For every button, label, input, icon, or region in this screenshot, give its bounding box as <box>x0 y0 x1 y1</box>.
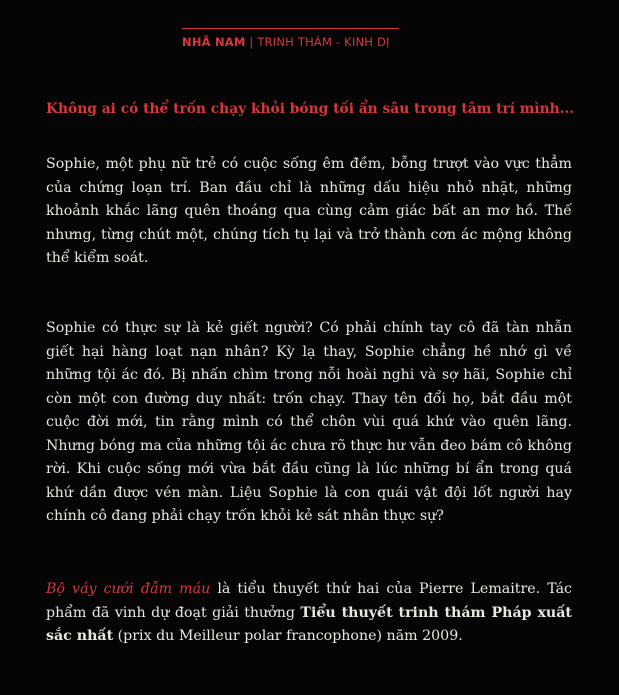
publisher-name: NHÃ NAM <box>182 35 246 49</box>
award-name: Tiểu thuyết trinh thám Pháp xuất sắc nhất <box>46 604 572 644</box>
header-separator: | <box>245 35 258 49</box>
tagline: Không ai có thể trốn chạy khỏi bóng tối ẩn sâu trong tâm trí mình... <box>46 101 575 117</box>
closing-text-1: là tiểu thuyết thứ hai của Pierre Lemaitre. Tác phẩm đã vinh dự đoạt giải thưởng <box>46 581 573 621</box>
closing-text-2: (prix du Meilleur polar francophone) năm 2009. <box>113 628 463 644</box>
book-title: Bộ váy cưới đẫm máu <box>46 581 211 597</box>
publisher-header <box>182 28 399 49</box>
closing-paragraph <box>46 578 572 649</box>
genre-label: TRINH THÁM - KINH DỊ <box>257 35 390 49</box>
synopsis-paragraph-1: Sophie, một phụ nữ trẻ có cuộc sống êm đềm, bỗng trượt vào vực thẳm của chứng loạn trí. Ban đầu chỉ là những dấu hiệu nhỏ nhặt, những khoảnh khắc lãng quên thoáng qua cùng cảm giác bất an mơ hồ. Thế nhưng, từng chút một, chúng tích tụ lại và trở thành cơn ác mộng không thể kiểm soát. <box>46 156 572 266</box>
synopsis-paragraph-2: Sophie có thực sự là kẻ giết người? Có phải chính tay cô đã tàn nhẫn giết hại hàng loạt nạn nhân? Kỳ lạ thay, Sophie chẳng hề nhớ gì về những tội ác đó. Bị nhấn chìm trong nỗi hoài nghi và sợ hãi, Sophie chỉ còn một con đường duy nhất: trốn chạy. Thay tên đổi họ, bắt đầu một cuộc đời mới, tin rằng mình có thể chôn vùi quá khứ vào quên lãng. Nhưng bóng ma của những tội ác chưa rõ thực hư vẫn đeo bám cô không rời. Khi cuộc sống mới vừa bắt đầu cũng là lúc những bí ẩn trong quá khứ dần được vén màn. Liệu Sophie là con quái vật đội lốt người hay chính cô đang phải chạy trốn khỏi kẻ sát nhân thực sự? <box>46 320 572 524</box>
